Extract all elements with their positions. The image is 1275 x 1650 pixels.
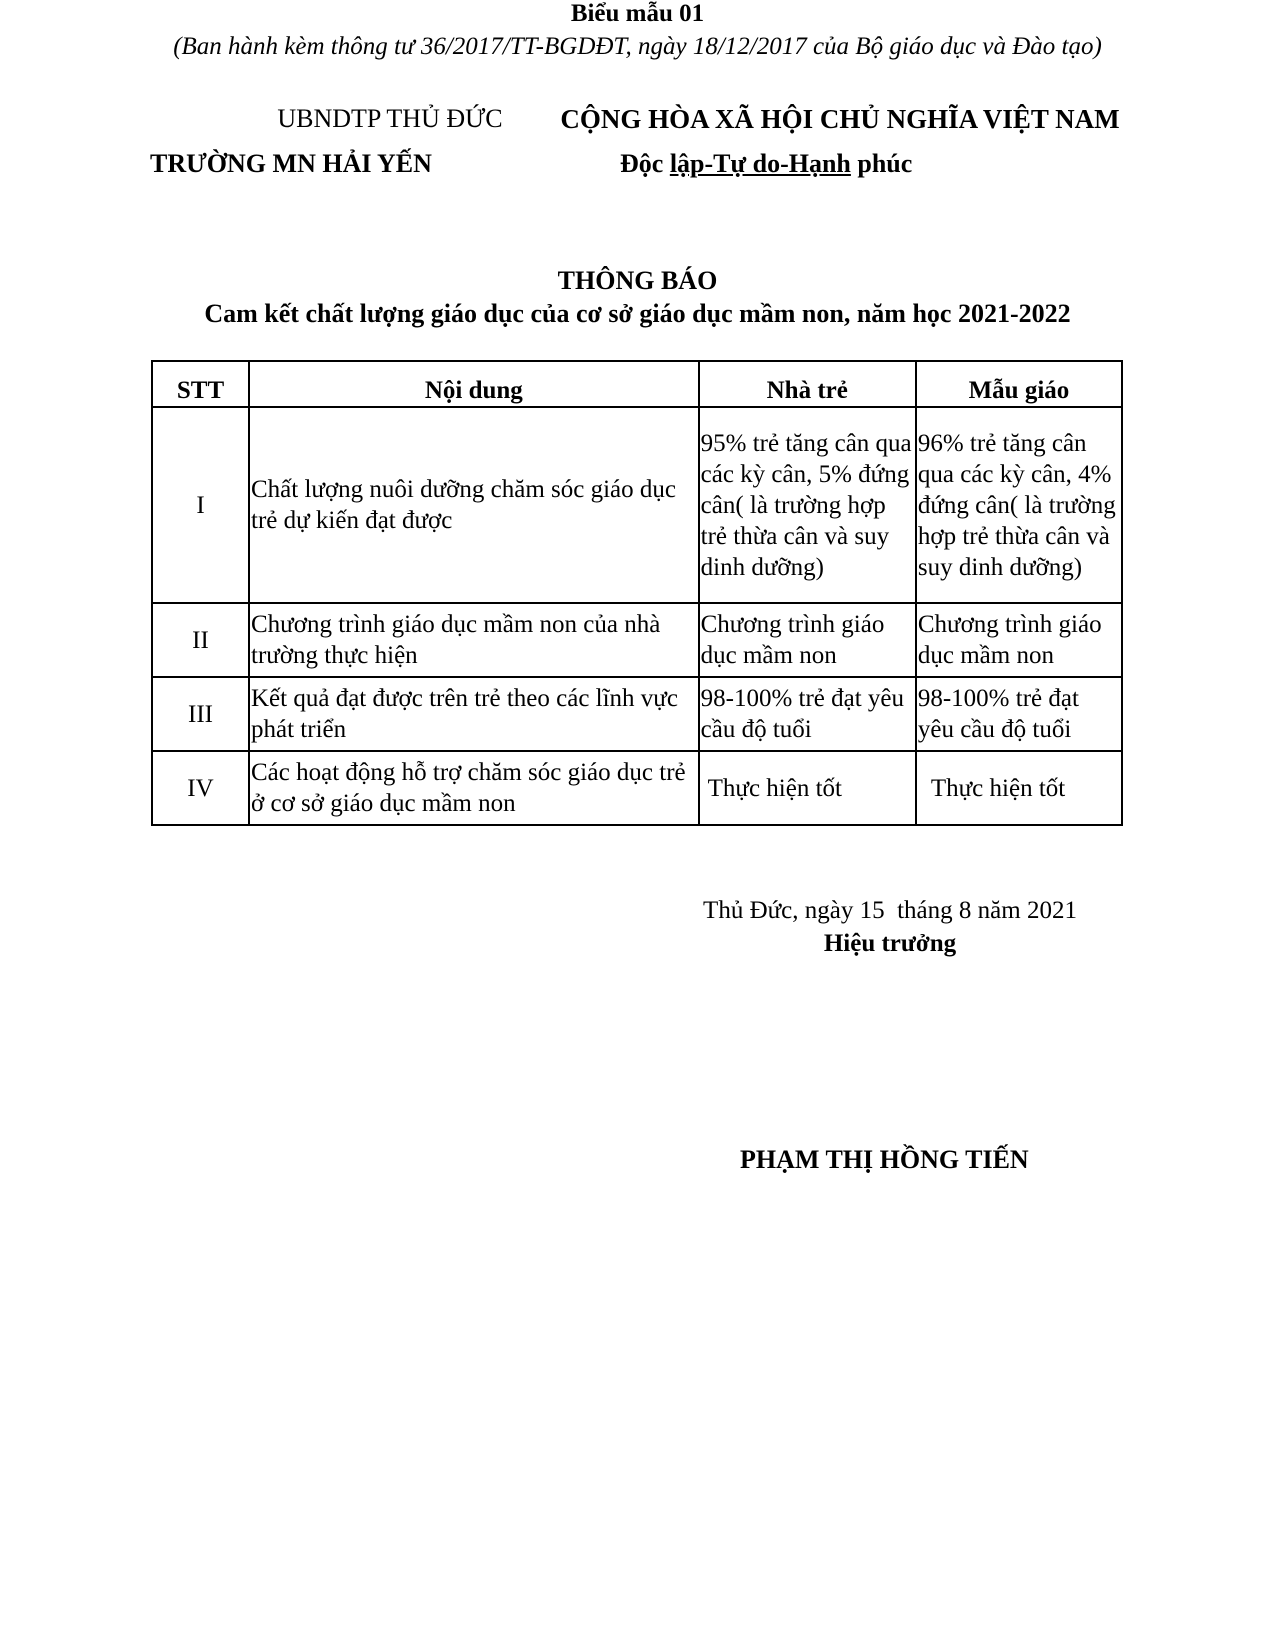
row-nha-tre: 95% trẻ tăng cân qua các kỳ cân, 5% đứng cân( là trường hợp trẻ thừa cân và suy dinh dưỡng) bbox=[699, 407, 916, 603]
row-content: Kết quả đạt được trên trẻ theo các lĩnh vực phát triển bbox=[249, 677, 699, 751]
row-nha-tre: Thực hiện tốt bbox=[699, 751, 916, 825]
motto-suffix: phúc bbox=[850, 149, 913, 178]
motto-prefix: Độc bbox=[620, 149, 670, 178]
signature-date: Thủ Đức, ngày 15 tháng 8 năm 2021 bbox=[703, 897, 1077, 924]
table-row bbox=[152, 751, 1122, 825]
motto-underlined: lập-Tự do-Hạnh bbox=[669, 149, 851, 178]
row-stt: II bbox=[152, 603, 249, 677]
national-motto bbox=[620, 149, 1100, 179]
signer-name: PHẠM THỊ HỒNG TIẾN bbox=[740, 1145, 1029, 1174]
form-label: Biểu mẫu 01 bbox=[570, 0, 705, 27]
notice-title: THÔNG BÁO bbox=[557, 266, 718, 295]
commitment-table bbox=[151, 360, 1123, 826]
table-row bbox=[152, 677, 1122, 751]
row-mau-giao: 98-100% trẻ đạt yêu cầu độ tuổi bbox=[916, 677, 1122, 751]
row-content: Các hoạt động hỗ trợ chăm sóc giáo dục trẻ ở cơ sở giáo dục mầm non bbox=[249, 751, 699, 825]
row-stt: I bbox=[152, 407, 249, 603]
header-stt: STT bbox=[152, 361, 249, 407]
row-mau-giao: Thực hiện tốt bbox=[916, 751, 1122, 825]
row-content: Chất lượng nuôi dưỡng chăm sóc giáo dục trẻ dự kiến đạt được bbox=[249, 407, 699, 603]
notice-subtitle: Cam kết chất lượng giáo dục của cơ sở giáo dục mầm non, năm học 2021-2022 bbox=[204, 299, 1071, 328]
row-nha-tre: Chương trình giáo dục mầm non bbox=[699, 603, 916, 677]
row-mau-giao: 96% trẻ tăng cân qua các kỳ cân, 4% đứng cân( là trường hợp trẻ thừa cân và suy dinh dưỡng) bbox=[916, 407, 1122, 603]
header-nha-tre: Nhà trẻ bbox=[699, 361, 916, 407]
header-content: Nội dung bbox=[249, 361, 699, 407]
table-row bbox=[152, 603, 1122, 677]
issuance-note: (Ban hành kèm thông tư 36/2017/TT-BGDĐT, ngày 18/12/2017 của Bộ giáo dục và Đào tạo) bbox=[173, 33, 1102, 60]
row-content: Chương trình giáo dục mầm non của nhà trường thực hiện bbox=[249, 603, 699, 677]
header-mau-giao: Mẫu giáo bbox=[916, 361, 1122, 407]
agency-name: UBNDTP THỦ ĐỨC bbox=[277, 104, 503, 133]
country-name: CỘNG HÒA XÃ HỘI CHỦ NGHĨA VIỆT NAM bbox=[560, 104, 1120, 134]
row-mau-giao: Chương trình giáo dục mầm non bbox=[916, 603, 1122, 677]
signature-title: Hiệu trưởng bbox=[823, 930, 957, 957]
table-row bbox=[152, 407, 1122, 603]
row-stt: III bbox=[152, 677, 249, 751]
row-stt: IV bbox=[152, 751, 249, 825]
school-name: TRƯỜNG MN HẢI YẾN bbox=[150, 149, 432, 178]
table-header-row bbox=[152, 361, 1122, 407]
row-nha-tre: 98-100% trẻ đạt yêu cầu độ tuổi bbox=[699, 677, 916, 751]
